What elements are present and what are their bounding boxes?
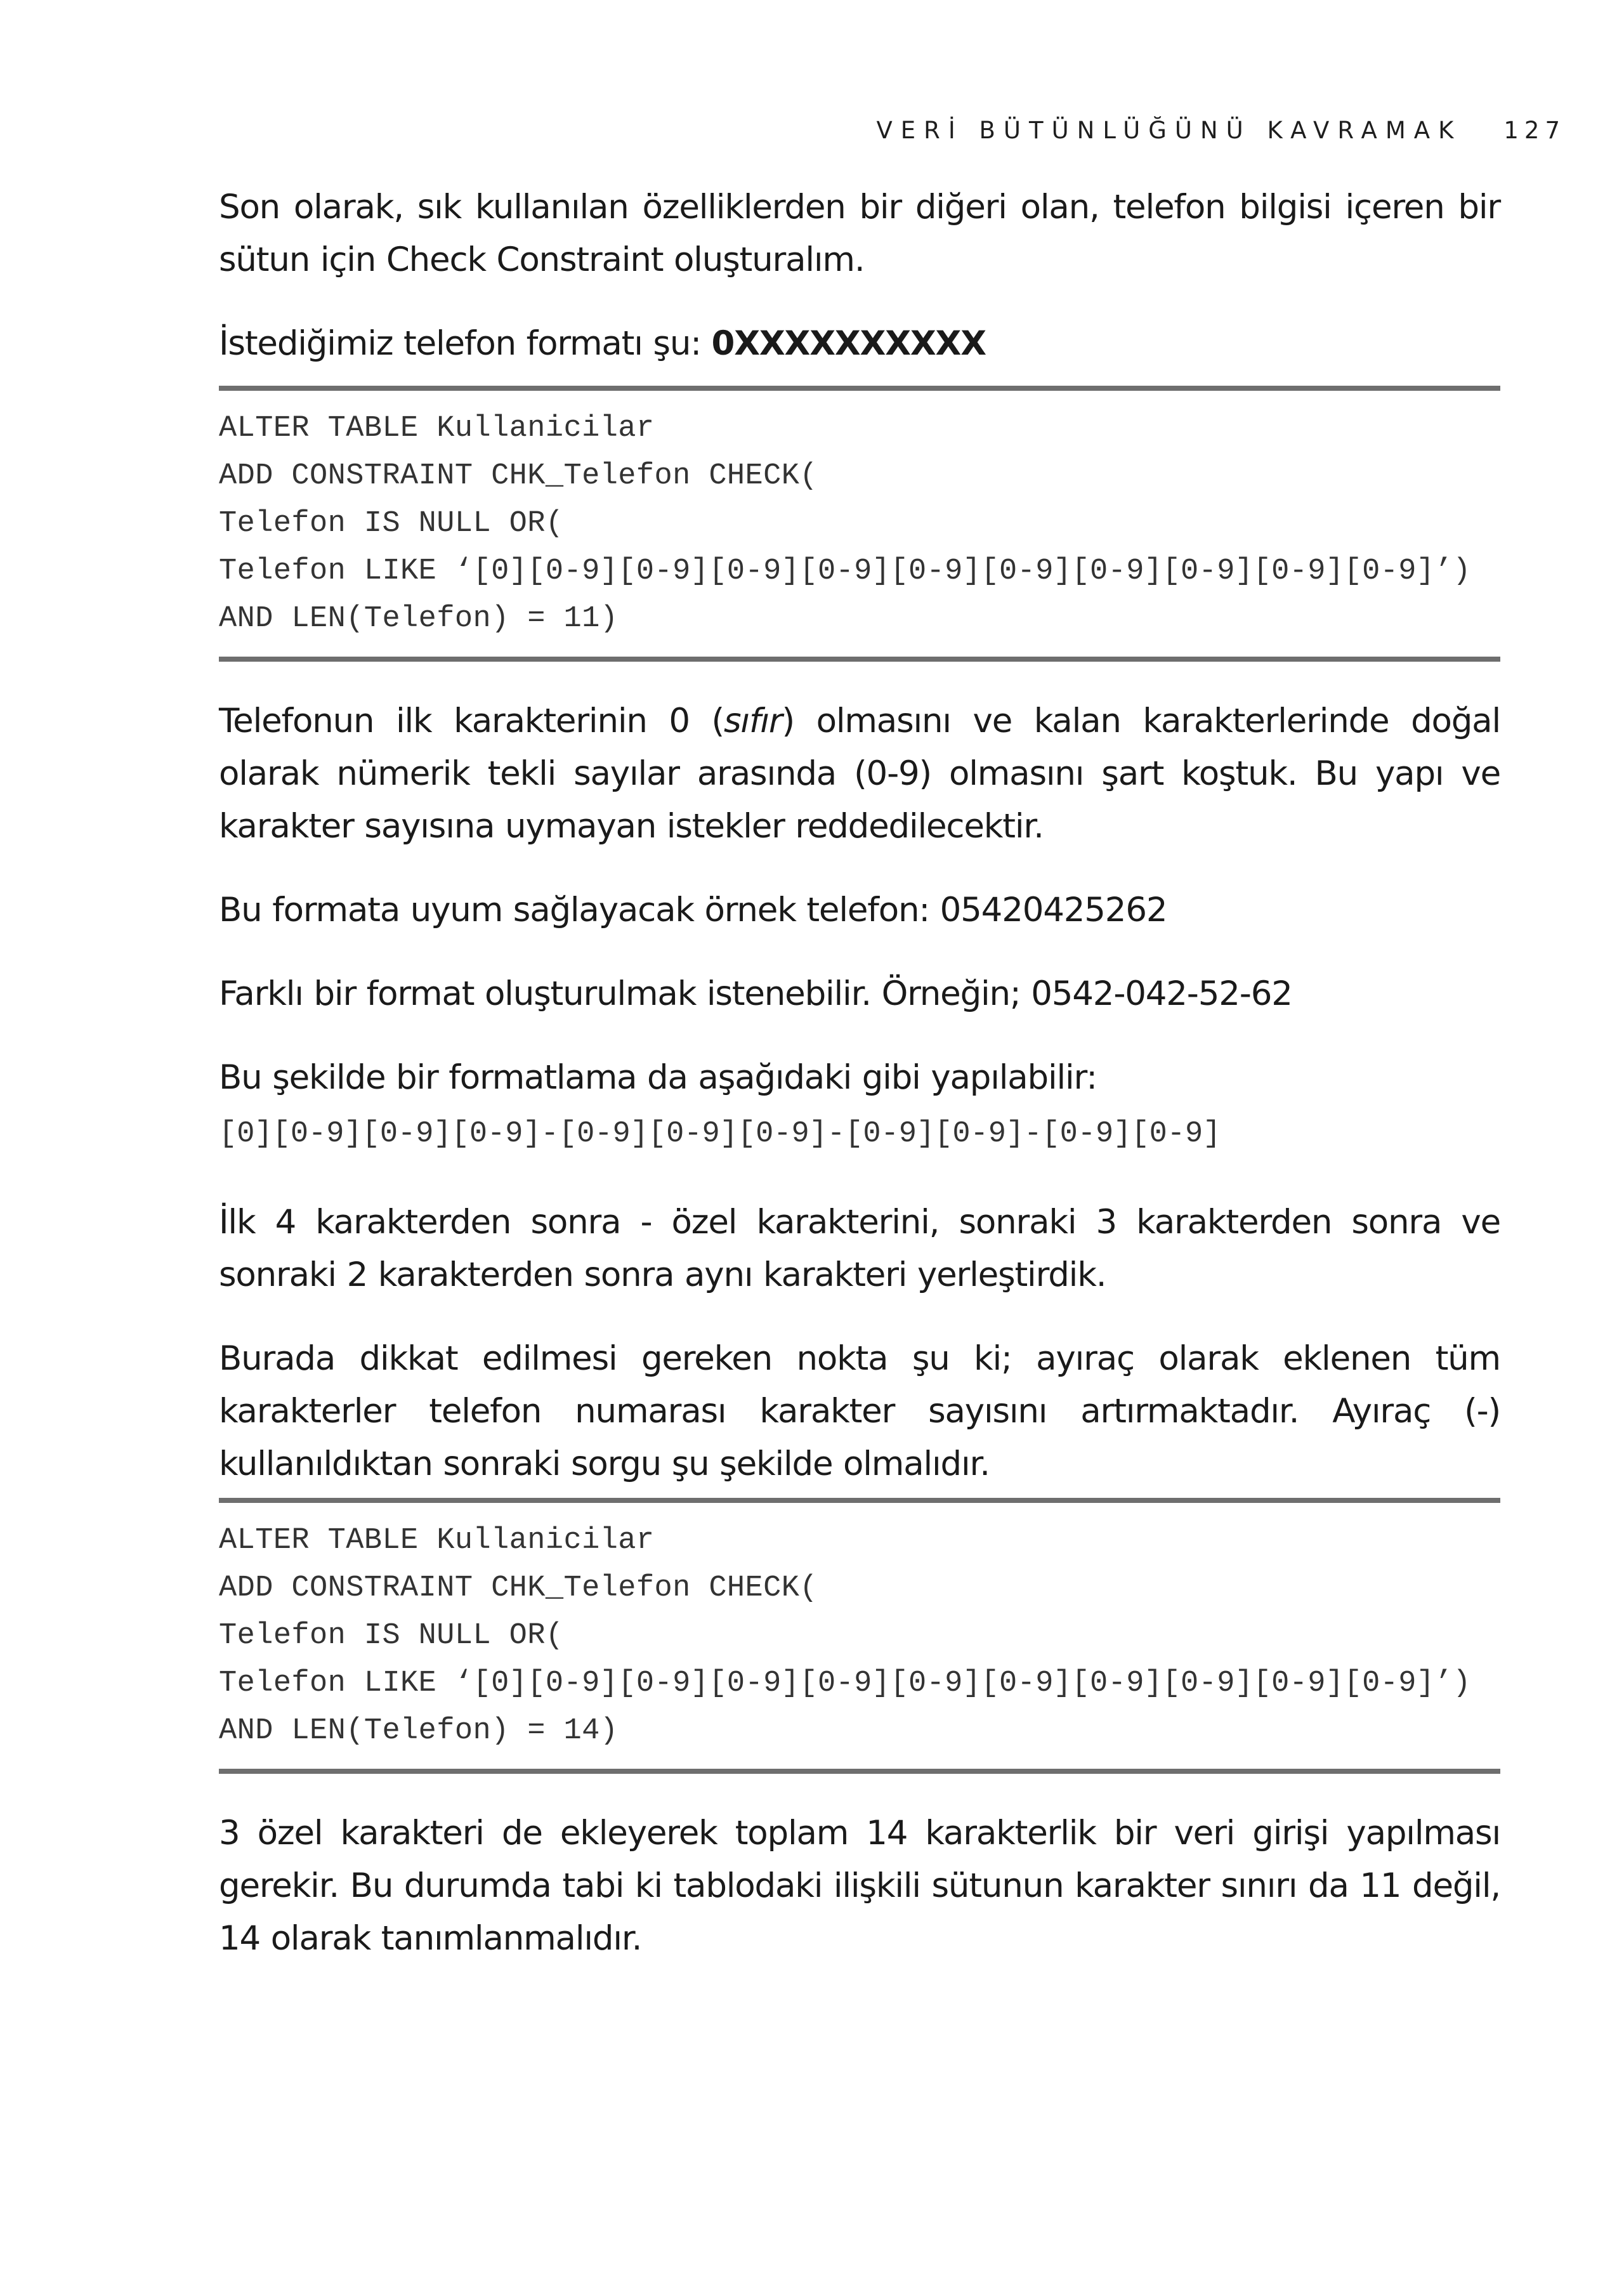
- code-line: ALTER TABLE Kullanicilar: [219, 1524, 655, 1557]
- attention-paragraph: Burada dikkat edilmesi gereken nokta şu ki; ayıraç olarak eklenen tüm karakterler telefon numarası karakter sayısını artırmaktadır. Ayıraç (-) kullanıldıktan sonraki sorgu şu şekilde olmalıdır.: [219, 1339, 1500, 1483]
- page-body: [219, 181, 1500, 1965]
- explain-paragraph: [219, 695, 1500, 853]
- code-line: ADD CONSTRAINT CHK_Telefon CHECK(: [219, 1571, 818, 1605]
- code-block-2: [219, 1498, 1500, 1774]
- final-paragraph: 3 özel karakteri de ekleyerek toplam 14 karakterlik bir veri girişi yapılması gerekir. Bu durumda tabi ki tablodaki ilişkili sütunun karakter sınırı da 11 değil, 14 olarak tanımlanmalıdır.: [219, 1814, 1500, 1958]
- intro-paragraph: Son olarak, sık kullanılan özelliklerden bir diğeri olan, telefon bilgisi içeren bir sütun için Check Constraint oluşturalım.: [219, 188, 1500, 279]
- example-phone-paragraph: Bu formata uyum sağlayacak örnek telefon: 05420425262: [219, 891, 1167, 929]
- code-line: AND LEN(Telefon) = 14): [219, 1714, 619, 1748]
- code-line: ADD CONSTRAINT CHK_Telefon CHECK(: [219, 459, 818, 493]
- code-line: AND LEN(Telefon) = 11): [219, 602, 619, 636]
- explain-part-1: Telefonun ilk karakterinin 0 (: [219, 702, 724, 740]
- pattern-code: [0][0-9][0-9][0-9]-[0-9][0-9][0-9]-[0-9][0-9]-[0-9][0-9]: [219, 1117, 1221, 1151]
- explain-italic: sıfır: [724, 702, 782, 740]
- section-title: VERİ BÜTÜNLÜĞÜNÜ KAVRAMAK: [876, 117, 1462, 144]
- running-header: [876, 117, 1566, 144]
- code-block-1: [219, 386, 1500, 662]
- first4-paragraph: İlk 4 karakterden sonra - özel karakterini, sonraki 3 karakterden sonra ve sonraki 2 karakterden sonra aynı karakteri yerleştirdik.: [219, 1203, 1500, 1294]
- code-line: ALTER TABLE Kullanicilar: [219, 412, 655, 445]
- format-label: İstediğimiz telefon formatı şu:: [219, 324, 712, 363]
- formatting-intro-paragraph: Bu şekilde bir formatlama da aşağıdaki gibi yapılabilir:: [219, 1058, 1097, 1097]
- code-line: Telefon IS NULL OR(: [219, 507, 564, 541]
- page-number: 127: [1503, 117, 1566, 144]
- format-value: 0XXXXXXXXXX: [711, 324, 986, 363]
- code-line: Telefon LIKE ‘[0][0-9][0-9][0-9][0-9][0-9][0-9][0-9][0-9][0-9][0-9]’): [219, 554, 1471, 588]
- format-paragraph: [219, 317, 1500, 370]
- code-line: Telefon LIKE ‘[0][0-9][0-9][0-9][0-9][0-9][0-9][0-9][0-9][0-9][0-9]’): [219, 1667, 1471, 1700]
- other-format-paragraph: Farklı bir format oluşturulmak istenebilir. Örneğin; 0542-042-52-62: [219, 974, 1292, 1013]
- code-line: Telefon IS NULL OR(: [219, 1619, 564, 1653]
- explain-part-2: ) olmasını ve kalan karakterlerinde doğal olarak nümerik tekli sayılar arasında (0-9) olmasını şart koştuk. Bu yapı ve karakter sayısına uymayan istekler reddedilecektir.: [219, 702, 1500, 846]
